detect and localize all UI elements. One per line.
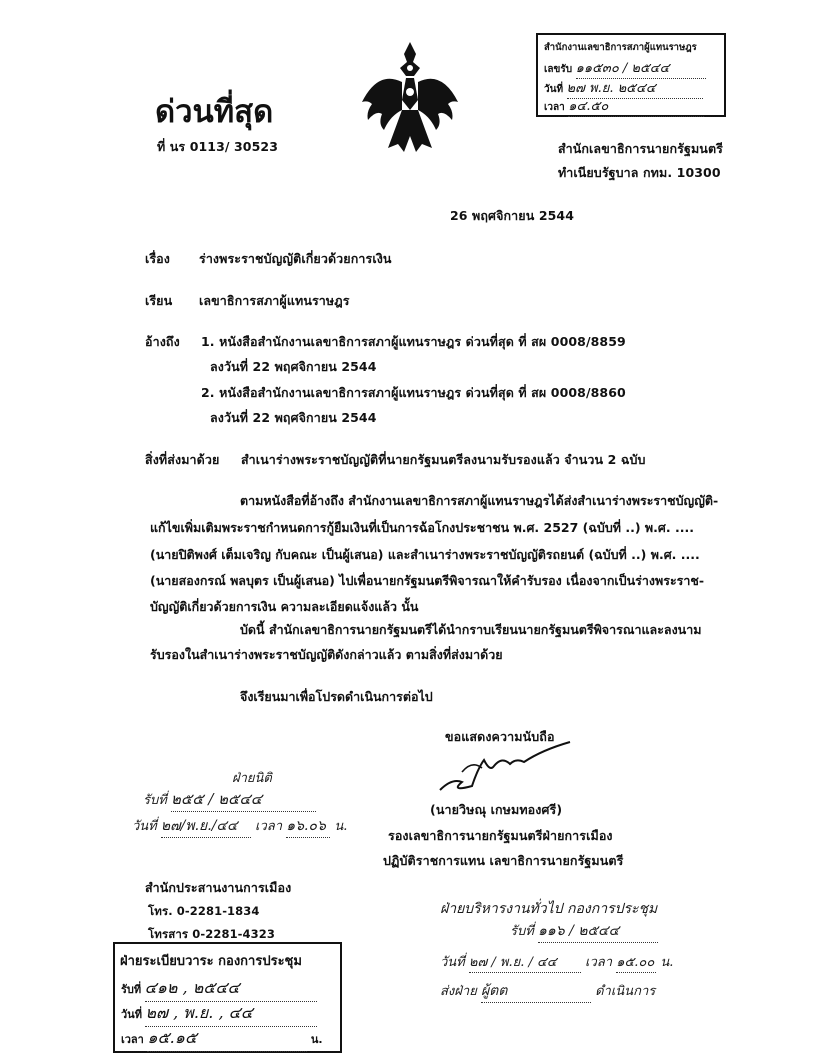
law-dept-date-value: ๒๗/พ.ย./๔๔	[161, 815, 251, 838]
stamp-receipt-label: เลขรับ	[544, 64, 573, 75]
signatory-title-2: ปฏิบัติราชการแทน เลขาธิการนายกรัฐมนตรี	[383, 853, 624, 868]
subject-label: เรื่อง	[145, 251, 170, 266]
body-para1-line3: (นายปิติพงศ์ เต็มเจริญ กับคณะ เป็นผู้เสนอ) และสำเนาร่างพระราชบัญญัติรถยนต์ (ฉบับที่ ..) พ.ศ. ....	[150, 547, 700, 562]
stamp-office: สำนักงานเลขาธิการสภาผู้แทนราษฎร	[544, 42, 697, 53]
body-para1-line5: บัญญัติเกี่ยวด้วยการเงิน ความละเอียดแจ้งแล้ว นั้น	[150, 599, 419, 614]
admin-forward-row	[440, 980, 655, 1003]
reference-item-1: 1. หนังสือสำนักงานเลขาธิการสภาผู้แทนราษฎร ด่วนที่สุด ที่ สผ 0008/8859	[201, 334, 626, 349]
body-para2-line2: รับรองในสำเนาร่างพระราชบัญญัติดังกล่าวแล้ว ตามสิ่งที่ส่งมาด้วย	[150, 647, 503, 662]
stamp-date-label: วันที่	[544, 84, 564, 95]
admin-forward-label: ส่งฝ่าย	[440, 984, 477, 999]
admin-date-label: วันที่	[440, 955, 465, 970]
contact-phone: โทร. 0-2281-1834	[148, 904, 260, 918]
sender-office: สำนักเลขาธิการนายกรัฐมนตรี	[558, 141, 723, 156]
law-dept-heading: ฝ่ายนิติ	[232, 771, 272, 786]
law-dept-time-label: เวลา	[255, 819, 283, 834]
body-para2-line1: บัดนี้ สำนักเลขาธิการนายกรัฐมนตรีได้นำกราบเรียนนายกรัฐมนตรีพิจารณาและลงนาม	[240, 622, 702, 637]
stamp-time-value: ๑๔.๕๐	[568, 95, 704, 117]
law-dept-receipt-value: ๒๕๕ / ๒๕๔๔	[171, 787, 316, 812]
stamp-time-label: เวลา	[544, 102, 565, 113]
registry-receipt-label: รับที่	[121, 983, 142, 996]
admin-date-row	[440, 951, 673, 973]
reference-item-1-date: ลงวันที่ 22 พฤศจิกายน 2544	[210, 359, 377, 374]
salutation-label: เรียน	[145, 293, 173, 308]
admin-time-suffix: น.	[660, 955, 674, 970]
received-stamp-top	[536, 33, 726, 117]
doc-number: ที่ นร 0113/ 30523	[157, 139, 278, 154]
admin-heading: ฝ่ายบริหารงานทั่วไป กองการประชุม	[440, 901, 658, 917]
registry-receipt-row	[121, 976, 317, 1002]
body-para1-line1: ตามหนังสือที่อ้างถึง สำนักงานเลขาธิการสภาผู้แทนราษฎรได้ส่งสำเนาร่างพระราชบัญญัติ-	[240, 493, 719, 508]
signatory-name: (นายวิษณุ เกษมทองศรี)	[430, 802, 563, 817]
contact-fax: โทรสาร 0-2281-4323	[148, 927, 275, 941]
registry-time-row	[121, 1026, 323, 1052]
admin-receipt-value: ๑๑๖ / ๒๕๔๔	[538, 920, 658, 943]
registry-date-value: ๒๗ , พ.ย. , ๔๔	[145, 1001, 317, 1027]
admin-receipt-label: รับที่	[510, 924, 534, 939]
registry-stamp	[113, 942, 342, 1053]
sender-address: ทำเนียบรัฐบาล กทม. 10300	[558, 165, 721, 180]
signature-closing: ขอแสดงความนับถือ	[445, 729, 555, 744]
letter-date: 26 พฤศจิกายน 2544	[450, 208, 575, 223]
law-dept-time-suffix: น.	[334, 819, 348, 834]
stamp-receipt-value: ๑๑๕๓๐ / ๒๕๔๔	[576, 57, 706, 79]
registry-time-suffix: น.	[310, 1033, 323, 1046]
law-dept-time-value: ๑๖.๐๖	[286, 815, 330, 838]
law-dept-date-row	[132, 815, 347, 838]
reference-label: อ้างถึง	[145, 334, 180, 349]
stamp-receipt-row	[544, 57, 706, 79]
registry-receipt-value: ๔๑๒ , ๒๕๔๔	[145, 976, 317, 1002]
salutation-text: เลขาธิการสภาผู้แทนราษฎร	[199, 293, 350, 308]
enclosure-label: สิ่งที่ส่งมาด้วย	[145, 452, 220, 467]
admin-forward-value: ผู้ตต	[481, 980, 591, 1003]
admin-time-label: เวลา	[585, 955, 613, 970]
enclosure-text: สำเนาร่างพระราชบัญญัติที่นายกรัฐมนตรีลงนามรับรองแล้ว จำนวน 2 ฉบับ	[241, 452, 646, 467]
law-dept-receipt-label: รับที่	[143, 793, 167, 808]
registry-time-label: เวลา	[121, 1033, 144, 1046]
registry-date-row	[121, 1001, 317, 1027]
admin-time-value: ๑๕.๐๐	[616, 951, 656, 973]
reference-item-2-date: ลงวันที่ 22 พฤศจิกายน 2544	[210, 410, 377, 425]
closing-request: จึงเรียนมาเพื่อโปรดดำเนินการต่อไป	[240, 689, 433, 704]
contact-office: สำนักประสานงานการเมือง	[145, 880, 292, 895]
admin-date-value: ๒๗ / พ.ย. / ๔๔	[469, 951, 581, 973]
body-para1-line4: (นายสองกรณ์ พลบุตร เป็นผู้เสนอ) ไปเพื่อนายกรัฐมนตรีพิจารณาให้คำรับรอง เนื่องจากเป็นร่างพระราช-	[150, 573, 705, 588]
registry-heading: ฝ่ายระเบียบวาระ กองการประชุม	[120, 954, 302, 969]
body-para1-line2: แก้ไขเพิ่มเติมพระราชกำหนดการกู้ยืมเงินที่เป็นการฉ้อโกงประชาชน พ.ศ. 2527 (ฉบับที่ ..) พ.ศ. ....	[150, 520, 694, 535]
stamp-time-row	[544, 95, 704, 117]
subject-text: ร่างพระราชบัญญัติเกี่ยวด้วยการเงิน	[199, 251, 392, 266]
stamp-date-value: ๒๗ พ.ย. ๒๕๔๔	[567, 77, 703, 99]
registry-time-value: ๑๕.๑๕	[147, 1026, 307, 1052]
admin-receipt-row	[510, 920, 658, 943]
admin-action-label: ดำเนินการ	[595, 984, 656, 999]
registry-date-label: วันที่	[121, 1008, 142, 1021]
law-dept-receipt-row	[143, 787, 316, 812]
handwritten-signature-icon	[432, 738, 582, 798]
garuda-emblem-icon	[358, 40, 462, 156]
reference-item-2: 2. หนังสือสำนักงานเลขาธิการสภาผู้แทนราษฎร ด่วนที่สุด ที่ สผ 0008/8860	[201, 385, 626, 400]
signatory-title-1: รองเลขาธิการนายกรัฐมนตรีฝ่ายการเมือง	[388, 828, 613, 843]
urgency-heading: ด่วนที่สุด	[155, 94, 274, 130]
law-dept-date-label: วันที่	[132, 819, 157, 834]
